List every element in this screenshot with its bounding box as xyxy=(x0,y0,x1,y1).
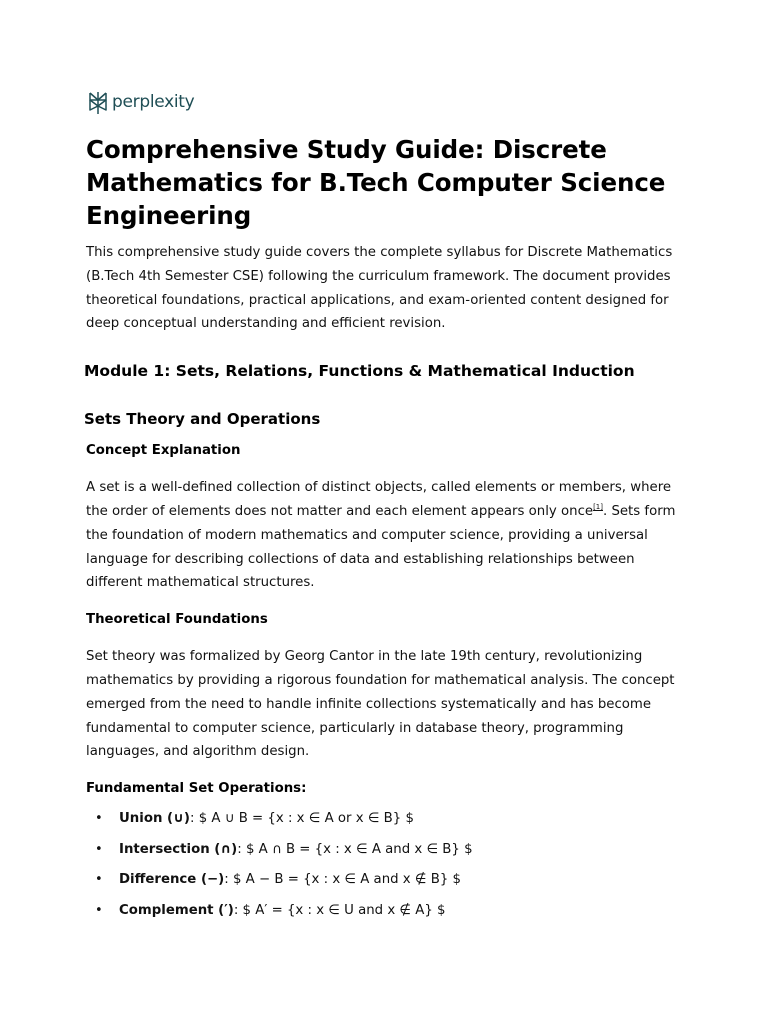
list-item xyxy=(86,809,686,829)
concept-heading: Concept Explanation xyxy=(86,443,241,459)
section-heading: Sets Theory and Operations xyxy=(84,410,321,429)
operation-formula: : $ A ∩ B = {x : x ∈ A and x ∈ B} $ xyxy=(237,841,473,857)
operations-list xyxy=(86,809,686,921)
concept-text-part-2: . Sets form the foundation of modern mathematics and computer science, providing a universal language for describing collections of data and establishing relationships between different mathematical structures. xyxy=(86,503,676,591)
operation-label: Difference (−) xyxy=(119,872,225,888)
citation-link[interactable]: [1] xyxy=(593,502,603,511)
concept-text-part-1: A set is a well-defined collection of distinct objects, called elements or members, where the order of elements does not matter and each element appears only once xyxy=(86,480,672,519)
operation-formula: : $ A ∪ B = {x : x ∈ A or x ∈ B} $ xyxy=(190,811,414,827)
bullet-icon: • xyxy=(95,872,103,888)
operation-formula: : $ A′ = {x : x ∈ U and x ∉ A} $ xyxy=(233,902,446,918)
operation-label: Intersection (∩) xyxy=(119,841,238,857)
concept-paragraph xyxy=(86,476,686,595)
brand-logo xyxy=(88,88,686,118)
operations-heading: Fundamental Set Operations: xyxy=(86,781,307,797)
perplexity-logo-icon xyxy=(88,91,108,115)
operation-label: Complement (′) xyxy=(119,902,234,918)
document-page xyxy=(86,88,686,931)
module-heading: Module 1: Sets, Relations, Functions & Mathematical Induction xyxy=(84,362,635,381)
theory-heading: Theoretical Foundations xyxy=(86,612,268,628)
document-title: Comprehensive Study Guide: Discrete Mathematics for B.Tech Computer Science Engineering xyxy=(86,135,666,230)
operation-formula: : $ A − B = {x : x ∈ A and x ∉ B} $ xyxy=(224,872,461,888)
list-item xyxy=(86,870,686,890)
intro-paragraph: This comprehensive study guide covers the complete syllabus for Discrete Mathematics (B.Tech 4th Semester CSE) following the curriculum framework. The document provides theoretical foundations, practical applications, and exam-oriented content designed for deep conceptual understanding and efficient revision. xyxy=(86,245,673,332)
bullet-icon: • xyxy=(95,811,103,827)
bullet-icon: • xyxy=(95,902,103,918)
list-item xyxy=(86,901,686,921)
bullet-icon: • xyxy=(95,841,103,857)
operation-label: Union (∪) xyxy=(119,811,191,827)
theory-paragraph: Set theory was formalized by Georg Cantor in the late 19th century, revolutionizing mathematics by providing a rigorous foundation for mathematical analysis. The concept emerged from the need to handle infinite collections systematically and has become fundamental to computer science, particularly in database theory, programming languages, and algorithm design. xyxy=(86,649,675,760)
brand-name: perplexity xyxy=(112,92,195,112)
list-item xyxy=(86,840,686,860)
